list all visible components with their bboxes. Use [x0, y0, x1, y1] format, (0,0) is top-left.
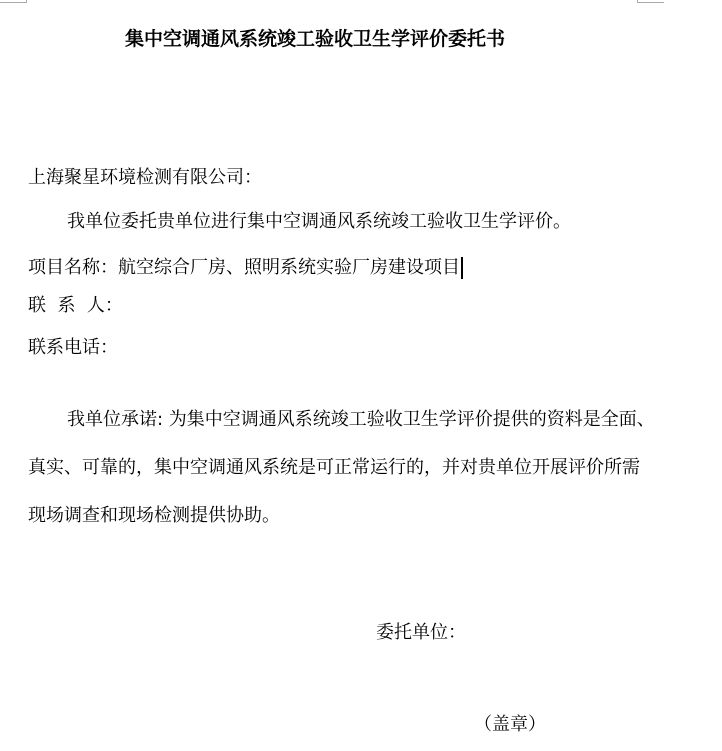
page-corner-mark-left: [0, 0, 27, 3]
project-name-value[interactable]: 航空综合厂房、照明系统实验厂房建设项目: [118, 257, 460, 278]
contact-label: 联 系 人：: [28, 295, 123, 316]
commitment-line-2: 真实、可靠的，集中空调通风系统是可正常运行的，并对贵单位开展评价所需: [28, 457, 640, 478]
project-name-row[interactable]: [28, 257, 463, 279]
seal-label: （盖章）: [474, 714, 546, 735]
commitment-line-1: 我单位承诺: 为集中空调通风系统竣工验收卫生学评价提供的资料是全面、: [67, 409, 655, 430]
request-paragraph: 我单位委托贵单位进行集中空调通风系统竣工验收卫生学评价。: [67, 211, 571, 232]
page-corner-mark-right: [637, 0, 664, 3]
phone-label: 联系电话：: [28, 337, 118, 358]
project-name-label: 项目名称：: [28, 257, 118, 278]
addressee: 上海聚星环境检测有限公司：: [28, 167, 262, 188]
commitment-line-3: 现场调查和现场检测提供协助。: [28, 505, 280, 526]
entrusting-unit-label: 委托单位：: [376, 622, 466, 643]
document-title: 集中空调通风系统竣工验收卫生学评价委托书: [125, 28, 506, 50]
text-cursor: [461, 257, 463, 279]
